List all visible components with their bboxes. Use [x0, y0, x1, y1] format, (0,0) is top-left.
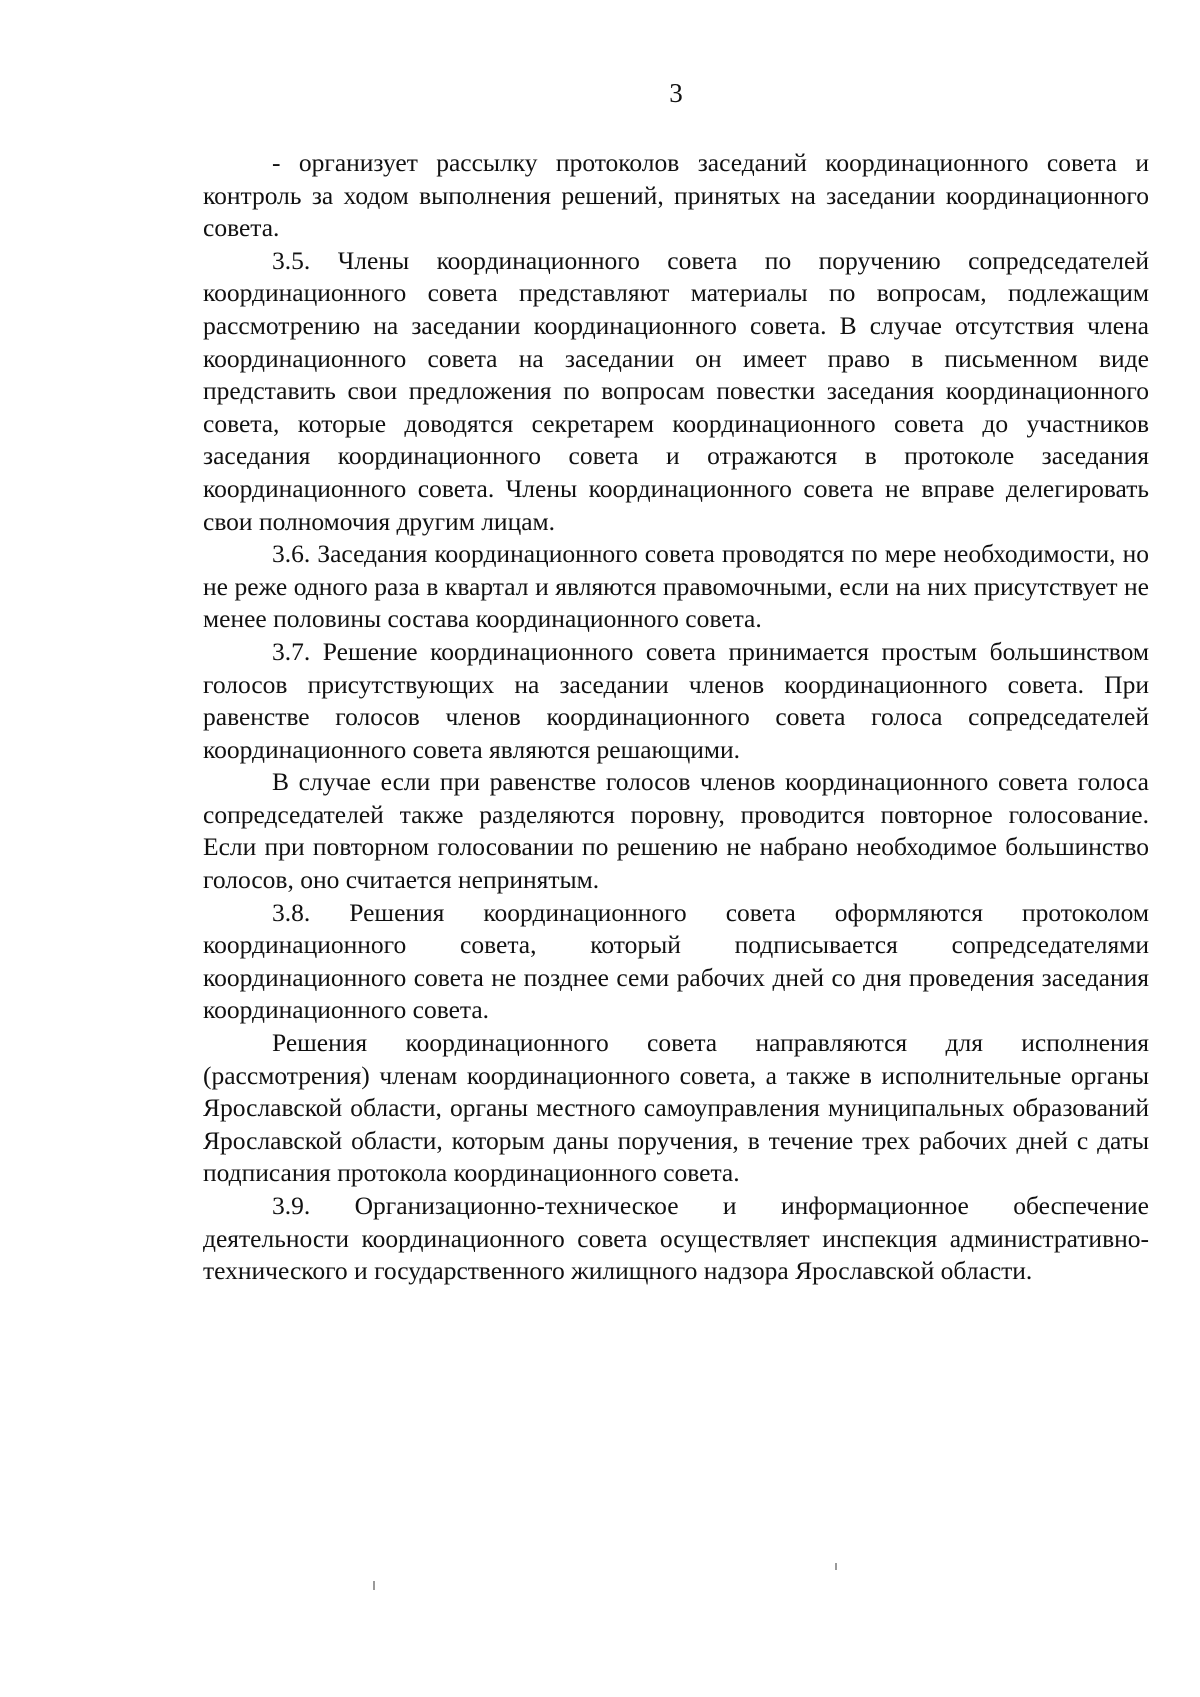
scan-speck	[835, 1563, 837, 1570]
paragraph-mailing-protocols: - организует рассылку протоколов заседаний координационного совета и контроль за ходом выполнения решений, принятых на заседании координационного совета.	[203, 148, 1149, 243]
page-number: 3	[669, 78, 683, 108]
paragraph-decisions-distribution: Решения координационного совета направляются для исполнения (рассмотрения) членам координационного совета, а также в исполнительные органы Ярославской области, органы местного самоуправления муниципальных образований Ярославской области, которым даны поручения, в течение трех рабочих дней с даты подписания протокола координационного совета.	[203, 1028, 1149, 1188]
paragraph-3-5-members-materials: 3.5. Члены координационного совета по поручению сопредседателей координационного совета представляют материалы по вопросам, подлежащим рассмотрению на заседании координационного совета. В случае отсутствия члена координационного совета на заседании он имеет право в письменном виде представить свои предложения по вопросам повестки заседания координационного совета, которые доводятся секретарем координационного совета до участников заседания координационного совета и отражаются в протоколе заседания координационного совета. Члены координационного совета не вправе делегировать свои полномочия другим лицам.	[203, 245, 1149, 536]
document-body	[203, 147, 1149, 1288]
paragraph-3-7-decision: 3.7. Решение координационного совета принимается простым большинством голосов присутствующих на заседании членов координационного совета. При равенстве голосов членов координационного совета голоса сопредседателей координационного совета являются решающими.	[203, 636, 1149, 764]
paragraph-3-6-meetings: 3.6. Заседания координационного совета проводятся по мере необходимости, но не реже одного раза в квартал и являются правомочными, если на них присутствует не менее половины состава координационного совета.	[203, 539, 1149, 634]
paragraph-3-8-protocol: 3.8. Решения координационного совета оформляются протоколом координационного совета, который подписывается сопредседателями координационного совета не позднее семи рабочих дней со дня проведения заседания координационного совета.	[203, 897, 1149, 1025]
paragraph-tie-vote: В случае если при равенстве голосов членов координационного совета голоса сопредседателей также разделяются поровну, проводится повторное голосование. Если при повторном голосовании по решению не набрано необходимое большинство голосов, оно считается непринятым.	[203, 767, 1149, 895]
paragraph-3-9-support: 3.9. Организационно-техническое и информационное обеспечение деятельности координационного совета осуществляет инспекция административно-технического и государственного жилищного надзора Ярославской области.	[203, 1191, 1149, 1286]
scan-speck	[373, 1581, 375, 1590]
